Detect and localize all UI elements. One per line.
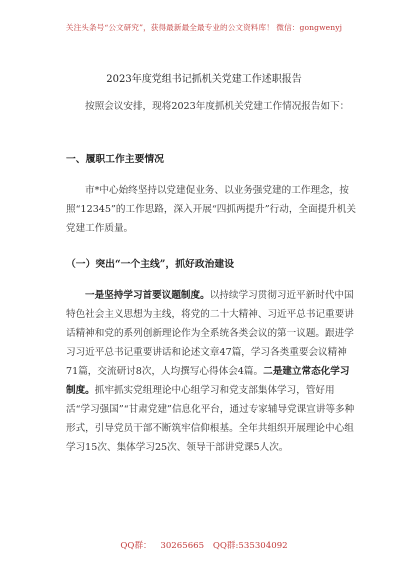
subsection-heading-1: （一）突出“一个主线”，抓好政治建设 — [66, 259, 235, 270]
section-1-paragraph: 市*中心始终坚持以党建促业务、以业务强党建的工作理念，按照“12345”的工作思路，深入开展“四抓两提升”行动，全面提升机关党建工作质量。 — [66, 185, 356, 234]
body-paragraph — [66, 286, 356, 457]
body-text-1: 以持续学习贯彻习近平新时代中国特色社会主义思想为主线，将党的二十大精神、习近平总书记重要讲话精神和党的系列创新理论作为全系统各类会议的第一议题。跟进学习习近平总书记重要讲话和论述文章47篇，学习各类重要会议精神71篇，交流研讨8次，人均撰写心得体会4篇。 — [66, 290, 354, 377]
lead-sentence-1: 一是坚持学习首要议题制度。 — [85, 290, 210, 301]
top-banner: 关注头条号“公文研究”，获得最新最全最专业的公文资料库！ 微信：gongwenyj — [65, 23, 343, 32]
footer-qq-groups: QQ群： 30265665 QQ群:535304092 — [120, 541, 288, 551]
section-heading-1: 一、履职工作主要情况 — [66, 154, 164, 165]
intro-paragraph: 按照会议安排，现将2023年度抓机关党建工作情况报告如下： — [85, 101, 350, 112]
lead-sentence-2: 二是建立常态化学习制度。 — [66, 366, 350, 396]
document-title: 2023年度党组书记抓机关党建工作述职报告 — [106, 74, 302, 85]
body-text-2: 抓牢抓实党组理论中心组学习和党支部集体学习，管好用活“学习强国”“甘肃党建”信息化平台，通过专家辅导党课宣讲等多种形式，引导党员干部不断筑牢信仰根基。全年共组织开展理论中心组学习15次、集体学习25次、领导干部讲党课5人次。 — [66, 385, 355, 453]
